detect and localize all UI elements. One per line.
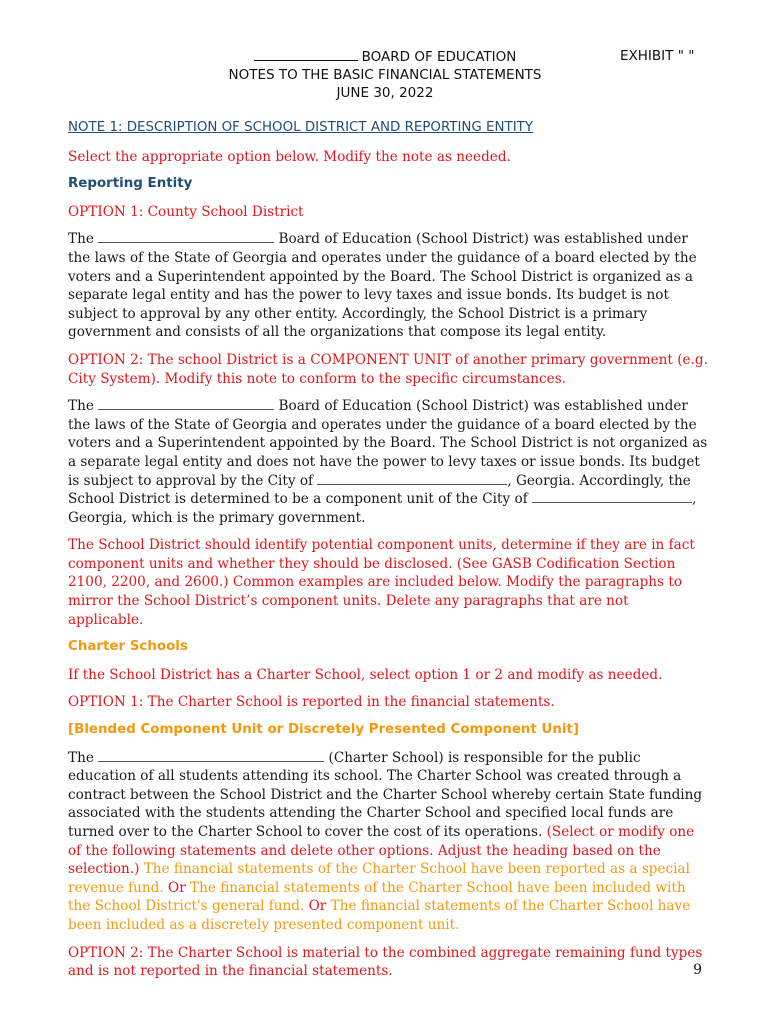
header-exhibit: EXHIBIT " " bbox=[620, 48, 695, 64]
charter-option2: OPTION 2: The Charter School is material to the combined aggregate remaining fund types and is not reported in the financial statements. bbox=[68, 944, 703, 980]
option2-body-a: Board of Education (School District) was established under the laws of the State of Georgia and operates under the guidance of a board elected by the voters and a Superintendent appointed by the Board. The School District is not organized as a separate legal entity and does not have the power to levy taxes or issue bonds. Its budget is subject to approval by the City of bbox=[68, 398, 708, 489]
option1-label: OPTION 1: County School District bbox=[68, 203, 304, 220]
charter-select-instruction: (Select or modify one of the following statements and delete other options. Adjust the heading based on the selection.) bbox=[68, 824, 695, 878]
city-name-blank bbox=[317, 472, 507, 485]
option1-paragraph bbox=[68, 230, 708, 342]
option2-label: OPTION 2: The school District is a COMPONENT UNIT of another primary government (e.g. City System). Modify this note to conform to the specific circumstances. bbox=[68, 351, 708, 387]
option1-body: Board of Education (School District) was established under the laws of the State of Georgia and operates under the guidance of a board elected by the voters and a Superintendent appointed by the Board. The School District is organized as a separate legal entity and has the power to levy taxes and issue bonds. Its budget is not subject to approval by any other entity. Accordingly, the School District is a primary government and consists of all the organizations that compose its legal entity. bbox=[68, 231, 697, 341]
header-board: BOARD OF EDUCATION bbox=[361, 49, 517, 65]
option2-paragraph bbox=[68, 397, 708, 527]
charter-body: (Charter School) is responsible for the public education of all students attending its school. The Charter School was created through a contract between the School District and the Charter School whereby certain State funding associated with the students attending the Charter School and specified local funds are turned over to the Charter School to cover the cost of its operations. bbox=[68, 749, 703, 840]
charter-pre: The bbox=[68, 749, 94, 766]
charter-alt-discrete: The financial statements of the Charter School have been included as a discretely presented component unit. bbox=[68, 898, 691, 933]
header-notes: NOTES TO THE BASIC FINANCIAL STATEMENTS bbox=[228, 67, 542, 83]
option2-body-b: , Georgia. Accordingly, the School District is determined to be a component unit of the City of bbox=[68, 472, 691, 508]
board-name-blank bbox=[254, 48, 358, 61]
option1-pre: The bbox=[68, 231, 94, 248]
note-title: NOTE 1: DESCRIPTION OF SCHOOL DISTRICT AND REPORTING ENTITY bbox=[68, 120, 534, 135]
page-number: 9 bbox=[693, 962, 702, 978]
document-body bbox=[68, 119, 708, 990]
charter-option1: OPTION 1: The Charter School is reported in the financial statements. bbox=[68, 694, 555, 711]
charter-paragraph bbox=[68, 749, 708, 935]
district-name-blank-2 bbox=[98, 397, 274, 410]
header-date: JUNE 30, 2022 bbox=[336, 85, 434, 101]
charter-alt-special-revenue: The financial statements of the Charter School have been reported as a special revenue fund. bbox=[68, 861, 690, 896]
component-unit-instruction: The School District should identify potential component units, determine if they are in fact component units and whether they should be disclosed. (See GASB Codification Section 2100, 2200, and 2600.) Common examples are included below. Modify the paragraphs to mirror the School District’s component units. Delete any paragraphs that are not applicable. bbox=[68, 537, 695, 628]
or-separator-2: Or bbox=[308, 898, 327, 915]
city-name-blank-2 bbox=[532, 490, 692, 503]
charter-blended-heading: [Blended Component Unit or Discretely Presented Component Unit] bbox=[68, 722, 580, 738]
reporting-entity-heading: Reporting Entity bbox=[68, 176, 193, 192]
option2-body-c: , Georgia, which is the primary government. bbox=[68, 491, 697, 526]
or-separator-1: Or bbox=[168, 879, 186, 896]
charter-alt-general-fund: The financial statements of the Charter School have been included with the School District's general fund. bbox=[68, 879, 686, 915]
charter-name-blank bbox=[98, 749, 324, 762]
option2-pre: The bbox=[68, 398, 94, 415]
district-name-blank bbox=[98, 230, 274, 243]
charter-instruction: If the School District has a Charter School, select option 1 or 2 and modify as needed. bbox=[68, 666, 663, 683]
instruction-select-option: Select the appropriate option below. Modify the note as needed. bbox=[68, 148, 511, 165]
charter-schools-heading: Charter Schools bbox=[68, 639, 188, 655]
